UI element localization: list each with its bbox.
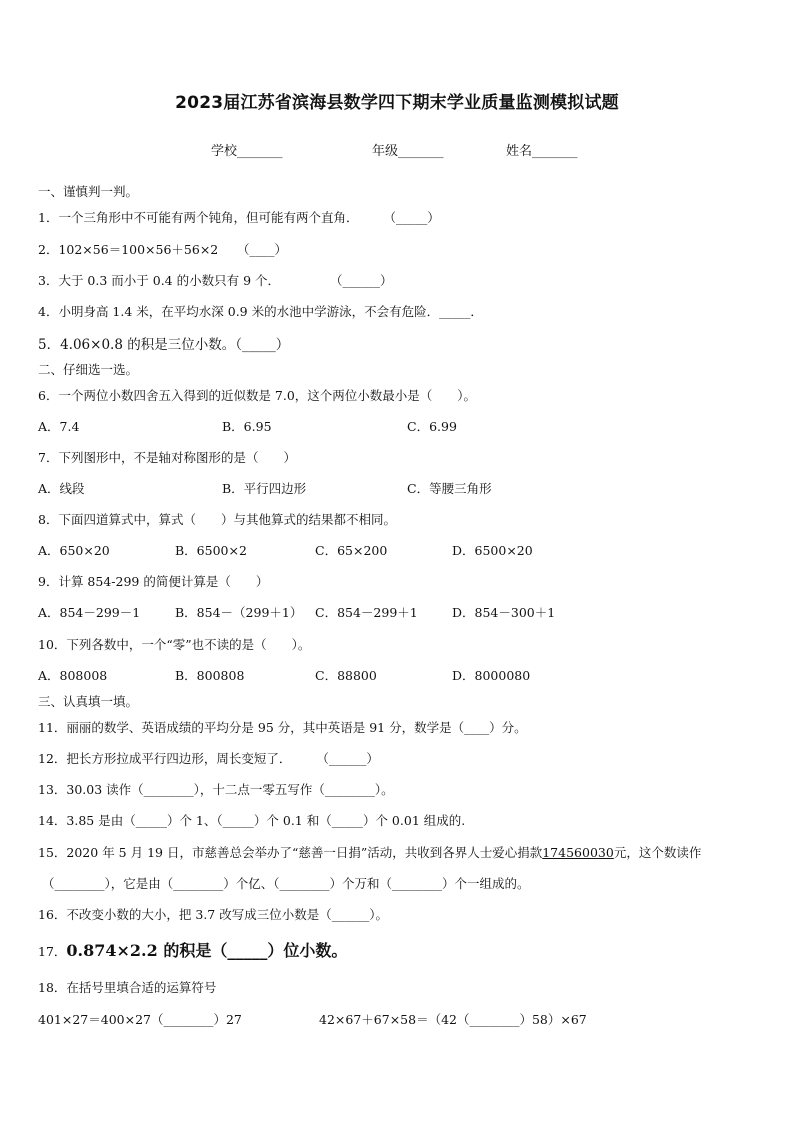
question-6: 6．一个两位小数四舍五入得到的近似数是 7.0，这个两位小数最小是（ ）。 bbox=[38, 388, 477, 403]
q8-option-c: C．65×200 bbox=[315, 543, 388, 558]
q10-option-d: D．8000080 bbox=[452, 668, 531, 683]
q6-option-a: A．7.4 bbox=[38, 419, 80, 434]
q18-expression-a: 401×27＝400×27（________）27 bbox=[38, 1012, 242, 1027]
question-17 bbox=[38, 938, 347, 961]
q10-option-b: B．800808 bbox=[175, 668, 245, 683]
section-heading-3: 三、认真填一填。 bbox=[38, 694, 139, 709]
question-10: 10．下列各数中，一个“零”也不读的是（ ）。 bbox=[38, 637, 311, 652]
q15-text-b: 元，这个数读作 bbox=[613, 845, 702, 860]
question-3: 3．大于 0.3 而小于 0.4 的小数只有 9 个． （______） bbox=[38, 273, 393, 288]
question-9: 9．计算 854-299 的简便计算是（ ） bbox=[38, 574, 269, 589]
question-18: 18．在括号里填合适的运算符号 bbox=[38, 980, 217, 995]
question-14: 14．3.85 是由（_____）个 1、（_____）个 0.1 和（_____）个 0.01 组成的. bbox=[38, 813, 466, 828]
section-heading-1: 一、谨慎判一判。 bbox=[38, 184, 139, 199]
name-field bbox=[506, 140, 578, 159]
section-heading-2: 二、仔细选一选。 bbox=[38, 362, 139, 377]
question-4: 4．小明身高 1.4 米，在平均水深 0.9 米的水池中学游泳，不会有危险．_____． bbox=[38, 304, 483, 319]
q17-text: 0.874×2.2 的积是（_____）位小数。 bbox=[66, 941, 348, 960]
q18-expression-b: 42×67＋67×58＝（42（________）58）×67 bbox=[319, 1012, 587, 1027]
grade-blank: _______ bbox=[398, 144, 444, 159]
q10-option-c: C．88800 bbox=[315, 668, 377, 683]
q7-option-c: C．等腰三角形 bbox=[407, 481, 492, 496]
q8-option-d: D．6500×20 bbox=[452, 543, 533, 558]
q9-option-a: A．854－299－1 bbox=[38, 605, 141, 620]
question-15-continued: （________），它是由（________）个亿、（________）个万和（________）个一组成的。 bbox=[42, 876, 530, 891]
q17-number: 17． bbox=[38, 944, 67, 959]
school-label: 学校 bbox=[211, 144, 238, 159]
question-15 bbox=[38, 843, 701, 861]
q15-amount: 174560030 bbox=[542, 845, 614, 860]
grade-label: 年级 bbox=[372, 144, 399, 159]
q9-option-d: D．854－300＋1 bbox=[452, 605, 556, 620]
page-title: 2023届江苏省滨海县数学四下期末学业质量监测模拟试题 bbox=[175, 93, 619, 113]
q8-option-a: A．650×20 bbox=[38, 543, 110, 558]
q15-text-a: 15．2020 年 5 月 19 日，市慈善总会举办了“慈善一日捐”活动，共收到各界人士爱心捐款 bbox=[38, 845, 543, 860]
q7-option-b: B．平行四边形 bbox=[222, 481, 307, 496]
school-blank: _______ bbox=[237, 144, 283, 159]
q6-option-b: B．6.95 bbox=[222, 419, 272, 434]
q8-option-b: B．6500×2 bbox=[175, 543, 247, 558]
question-11: 11．丽丽的数学、英语成绩的平均分是 95 分，其中英语是 91 分，数学是（____）分。 bbox=[38, 720, 527, 735]
q6-option-c: C．6.99 bbox=[407, 419, 457, 434]
question-7: 7．下列图形中，不是轴对称图形的是（ ） bbox=[38, 450, 296, 465]
q9-option-b: B．854－（299＋1） bbox=[175, 605, 303, 620]
question-8: 8．下面四道算式中，算式（ ）与其他算式的结果都不相同。 bbox=[38, 512, 396, 527]
question-1: 1．一个三角形中不可能有两个钝角，但可能有两个直角． （_____） bbox=[38, 210, 440, 225]
question-5: 5．4.06×0.8 的积是三位小数。（_____） bbox=[38, 337, 290, 353]
question-16: 16．不改变小数的大小，把 3.7 改写成三位小数是（______）。 bbox=[38, 907, 388, 922]
grade-field bbox=[372, 140, 444, 159]
name-label: 姓名 bbox=[506, 144, 533, 159]
q9-option-c: C．854－299＋1 bbox=[315, 605, 418, 620]
name-blank: _______ bbox=[532, 144, 578, 159]
question-12: 12．把长方形拉成平行四边形，周长变短了． （______） bbox=[38, 751, 379, 766]
question-13: 13．30.03 读作（________），十二点一零五写作（________）。 bbox=[38, 782, 394, 797]
q10-option-a: A．808008 bbox=[38, 668, 108, 683]
school-field bbox=[211, 140, 283, 159]
question-2: 2．102×56＝100×56＋56×2 （____） bbox=[38, 242, 288, 257]
q7-option-a: A．线段 bbox=[38, 481, 85, 496]
